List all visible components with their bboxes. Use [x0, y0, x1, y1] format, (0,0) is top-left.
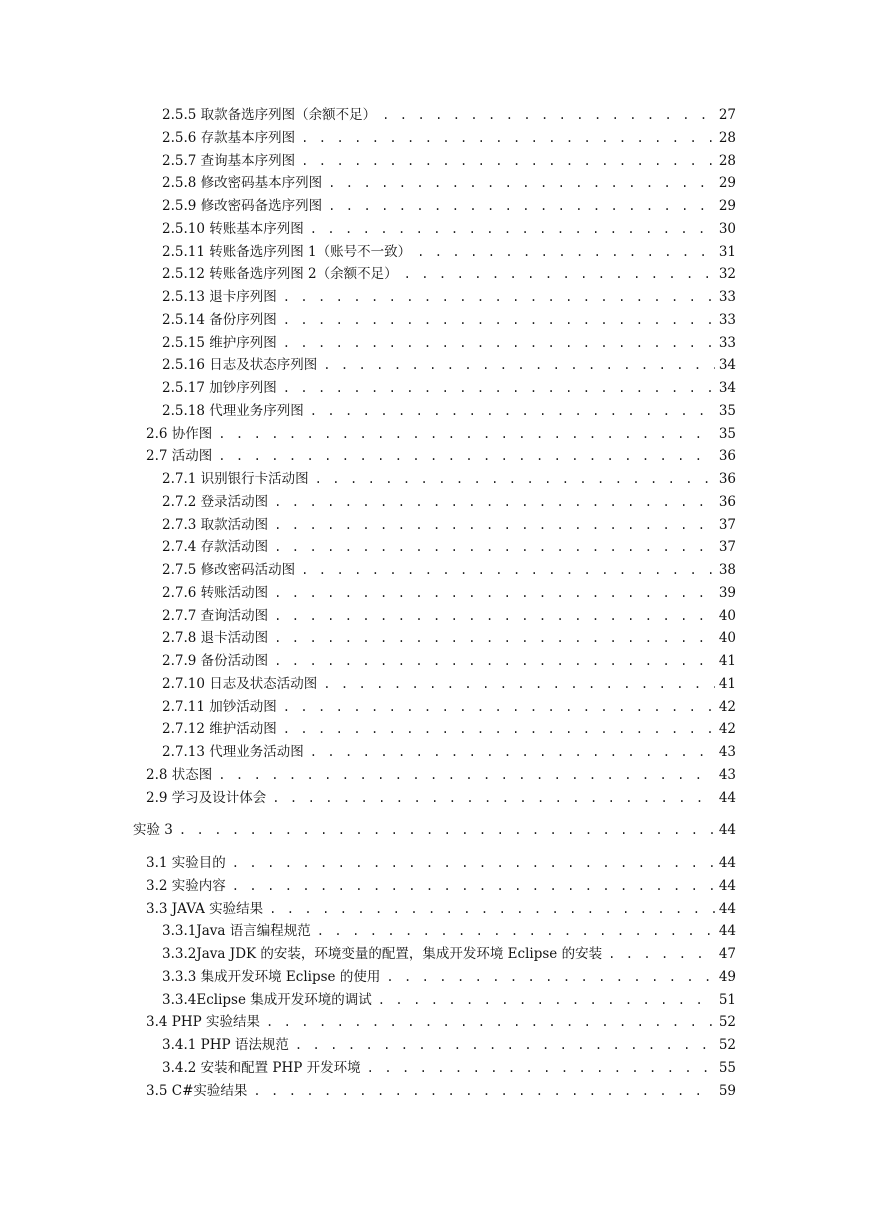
toc-page-number: 34: [718, 357, 736, 373]
toc-entry[interactable]: [162, 376, 736, 396]
toc-entry[interactable]: [146, 1010, 736, 1030]
toc-entry[interactable]: [162, 965, 736, 985]
toc-page-number: 28: [718, 153, 736, 169]
toc-entry-title: 2.5.5 取款备选序列图（余额不足）: [162, 107, 377, 123]
toc-entry-title: 2.7.11 加钞活动图: [162, 699, 277, 715]
toc-entry[interactable]: [162, 399, 736, 419]
toc-entry[interactable]: [162, 467, 736, 487]
toc-leader-dots: [274, 540, 715, 554]
toc-leader-dots: [328, 176, 715, 190]
toc-entry-title: 2.5.18 代理业务序列图: [162, 403, 304, 419]
toc-page-number: 35: [718, 403, 736, 419]
toc-page-number: 52: [718, 1037, 736, 1053]
toc-entry[interactable]: [146, 1079, 736, 1099]
toc-entry-title: 3.3.4Eclipse 集成开发环境的调试: [162, 992, 372, 1008]
toc-page-number: 43: [718, 767, 736, 783]
toc-leader-dots: [317, 924, 715, 938]
toc-entry[interactable]: [162, 217, 736, 237]
toc-entry-title: 3.3.1Java 语言编程规范: [162, 923, 311, 939]
toc-entry[interactable]: [162, 126, 736, 146]
toc-entry[interactable]: [146, 874, 736, 894]
toc-page-number: 36: [718, 448, 736, 464]
toc-entry-title: 2.5.11 转账备选序列图 1（账号不一致）: [162, 244, 412, 260]
toc-leader-dots: [301, 131, 715, 145]
toc-page-number: 37: [718, 517, 736, 533]
toc-entry[interactable]: [162, 1033, 736, 1053]
toc-entry-title: 2.7.5 修改密码活动图: [162, 562, 296, 578]
toc-page-number: 41: [718, 676, 736, 692]
toc-entry-title: 2.5.6 存款基本序列图: [162, 130, 296, 146]
toc-leader-dots: [283, 722, 715, 736]
toc-entry-title: 实验 3: [133, 822, 173, 838]
toc-leader-dots: [218, 768, 715, 782]
toc-page-number: 37: [718, 539, 736, 555]
toc-page-number: 29: [718, 198, 736, 214]
toc-leader-dots: [283, 700, 715, 714]
toc-leader-dots: [310, 222, 715, 236]
toc-page-number: 35: [718, 426, 736, 442]
toc-leader-dots: [301, 563, 715, 577]
toc-entry[interactable]: [162, 942, 736, 962]
toc-entry[interactable]: [146, 422, 736, 442]
toc-leader-dots: [232, 879, 715, 893]
toc-leader-dots: [253, 1084, 714, 1098]
toc-leader-dots: [295, 1038, 715, 1052]
toc-page-number: 44: [718, 923, 736, 939]
toc-entry-title: 2.5.9 修改密码备选序列图: [162, 198, 323, 214]
toc-entry-title: 2.5.10 转账基本序列图: [162, 221, 304, 237]
toc-page-number: 42: [718, 699, 736, 715]
toc-entry-title: 2.7.3 取款活动图: [162, 517, 269, 533]
toc-entry[interactable]: [162, 988, 736, 1008]
toc-entry[interactable]: [162, 558, 736, 578]
toc-entry-title: 2.7.9 备份活动图: [162, 653, 269, 669]
toc-leader-dots: [274, 654, 715, 668]
toc-page-number: 31: [718, 244, 736, 260]
toc-page-number: 36: [718, 494, 736, 510]
toc-entry-title: 2.5.13 退卡序列图: [162, 289, 277, 305]
toc-page-number: 44: [718, 878, 736, 894]
toc-entry-title: 2.5.15 维护序列图: [162, 335, 277, 351]
toc-entry[interactable]: [162, 171, 736, 191]
toc-entry[interactable]: [162, 490, 736, 510]
toc-entry[interactable]: [162, 103, 736, 123]
toc-entry[interactable]: [162, 149, 736, 169]
toc-page-number: 30: [718, 221, 736, 237]
toc-entry-title: 3.4 PHP 实验结果: [146, 1014, 260, 1030]
toc-entry[interactable]: [162, 262, 736, 282]
toc-entry[interactable]: [133, 818, 736, 838]
toc-page-number: 55: [718, 1060, 736, 1076]
toc-leader-dots: [404, 267, 715, 281]
toc-entry-title: 3.2 实验内容: [146, 878, 226, 894]
toc-entry[interactable]: [162, 513, 736, 533]
toc-page-number: 33: [718, 312, 736, 328]
toc-leader-dots: [218, 449, 715, 463]
toc-entry-title: 2.5.16 日志及状态序列图: [162, 357, 318, 373]
toc-entry-title: 2.5.7 查询基本序列图: [162, 153, 296, 169]
toc-leader-dots: [283, 336, 715, 350]
toc-entry[interactable]: [162, 919, 736, 939]
toc-leader-dots: [315, 472, 715, 486]
toc-leader-dots: [179, 823, 715, 837]
toc-entry[interactable]: [146, 444, 736, 464]
toc-entry[interactable]: [162, 308, 736, 328]
toc-leader-dots: [323, 358, 715, 372]
toc-entry-title: 2.7.7 查询活动图: [162, 608, 269, 624]
toc-entry-title: 2.7.13 代理业务活动图: [162, 744, 304, 760]
toc-entry[interactable]: [146, 851, 736, 871]
toc-page-number: 33: [718, 335, 736, 351]
toc-leader-dots: [417, 245, 715, 259]
toc-leader-dots: [266, 1015, 715, 1029]
toc-entry[interactable]: [146, 897, 736, 917]
toc-entry[interactable]: [146, 763, 736, 783]
toc-entry-title: 2.9 学习及设计体会: [146, 790, 267, 806]
toc-leader-dots: [283, 381, 715, 395]
toc-leader-dots: [310, 404, 715, 418]
toc-leader-dots: [274, 586, 715, 600]
toc-entry-title: 3.3.2Java JDK 的安装，环境变量的配置，集成开发环境 Eclipse 的安装: [162, 946, 603, 962]
toc-entry-title: 3.3 JAVA 实验结果: [146, 901, 264, 917]
toc-page-number: 28: [718, 130, 736, 146]
toc-entry[interactable]: [162, 194, 736, 214]
toc-leader-dots: [310, 745, 715, 759]
toc-page-number: 40: [718, 630, 736, 646]
toc-entry-title: 2.7.4 存款活动图: [162, 539, 269, 555]
toc-leader-dots: [232, 856, 715, 870]
toc-page-number: 44: [718, 855, 736, 871]
toc-page-number: 44: [718, 901, 736, 917]
toc-entry[interactable]: [162, 285, 736, 305]
toc-entry[interactable]: [162, 604, 736, 624]
toc-leader-dots: [272, 791, 715, 805]
toc-page-number: 44: [718, 822, 736, 838]
toc-leader-dots: [274, 518, 715, 532]
toc-leader-dots: [386, 970, 714, 984]
toc-page-number: 43: [718, 744, 736, 760]
toc-leader-dots: [328, 199, 715, 213]
toc-leader-dots: [301, 154, 715, 168]
toc-leader-dots: [323, 677, 715, 691]
toc-entry-title: 3.3.3 集成开发环境 Eclipse 的使用: [162, 969, 381, 985]
toc-entry-title: 3.1 实验目的: [146, 855, 226, 871]
toc-leader-dots: [367, 1061, 715, 1075]
toc-entry[interactable]: [146, 786, 736, 806]
toc-page-number: 36: [718, 471, 736, 487]
toc-page-number: 38: [718, 562, 736, 578]
toc-entry[interactable]: [162, 1056, 736, 1076]
toc-entry[interactable]: [162, 740, 736, 760]
toc-page-number: 51: [718, 992, 736, 1008]
toc-entry[interactable]: [162, 626, 736, 646]
toc-leader-dots: [608, 947, 715, 961]
toc-entry-title: 2.7.6 转账活动图: [162, 585, 269, 601]
toc-leader-dots: [269, 902, 715, 916]
toc-page-number: 33: [718, 289, 736, 305]
toc-entry[interactable]: [162, 353, 736, 373]
toc-entry[interactable]: [162, 240, 736, 260]
toc-leader-dots: [378, 993, 715, 1007]
toc-leader-dots: [283, 290, 715, 304]
toc-page-number: 49: [718, 969, 736, 985]
toc-entry-title: 2.7 活动图: [146, 448, 213, 464]
toc-entry[interactable]: [162, 649, 736, 669]
toc-page-number: 34: [718, 380, 736, 396]
toc-page-number: 47: [718, 946, 736, 962]
toc-entry-title: 2.6 协作图: [146, 426, 213, 442]
toc-page-number: 29: [718, 175, 736, 191]
toc-page-number: 59: [718, 1083, 736, 1099]
toc-entry-title: 2.7.12 维护活动图: [162, 721, 277, 737]
toc-entry[interactable]: [162, 535, 736, 555]
toc-leader-dots: [218, 427, 715, 441]
toc-entry[interactable]: [162, 581, 736, 601]
toc-page-number: 39: [718, 585, 736, 601]
toc-page-number: 44: [718, 790, 736, 806]
toc-page-number: 42: [718, 721, 736, 737]
toc-entry-title: 3.4.1 PHP 语法规范: [162, 1037, 289, 1053]
toc-leader-dots: [382, 108, 715, 122]
toc-page-number: 52: [718, 1014, 736, 1030]
toc-entry[interactable]: [162, 331, 736, 351]
toc-entry[interactable]: [162, 717, 736, 737]
toc-entry[interactable]: [162, 672, 736, 692]
toc-leader-dots: [283, 313, 715, 327]
toc-page-number: 41: [718, 653, 736, 669]
toc-entry-title: 2.7.8 退卡活动图: [162, 630, 269, 646]
toc-entry-title: 3.5 C#实验结果: [146, 1083, 248, 1099]
toc-leader-dots: [274, 631, 715, 645]
toc-entry-title: 2.5.12 转账备选序列图 2（余额不足）: [162, 266, 398, 282]
toc-entry-title: 2.8 状态图: [146, 767, 213, 783]
toc-leader-dots: [274, 495, 715, 509]
toc-entry-title: 3.4.2 安装和配置 PHP 开发环境: [162, 1060, 361, 1076]
toc-entry-title: 2.7.10 日志及状态活动图: [162, 676, 318, 692]
toc-entry-title: 2.5.14 备份序列图: [162, 312, 277, 328]
toc-entry[interactable]: [162, 695, 736, 715]
toc-entry-title: 2.5.17 加钞序列图: [162, 380, 277, 396]
toc-entry-title: 2.5.8 修改密码基本序列图: [162, 175, 323, 191]
toc-page-number: 32: [718, 266, 736, 282]
toc-page-number: 27: [718, 107, 736, 123]
toc-entry-title: 2.7.1 识别银行卡活动图: [162, 471, 309, 487]
toc-page-number: 40: [718, 608, 736, 624]
toc-leader-dots: [274, 609, 715, 623]
toc-entry-title: 2.7.2 登录活动图: [162, 494, 269, 510]
